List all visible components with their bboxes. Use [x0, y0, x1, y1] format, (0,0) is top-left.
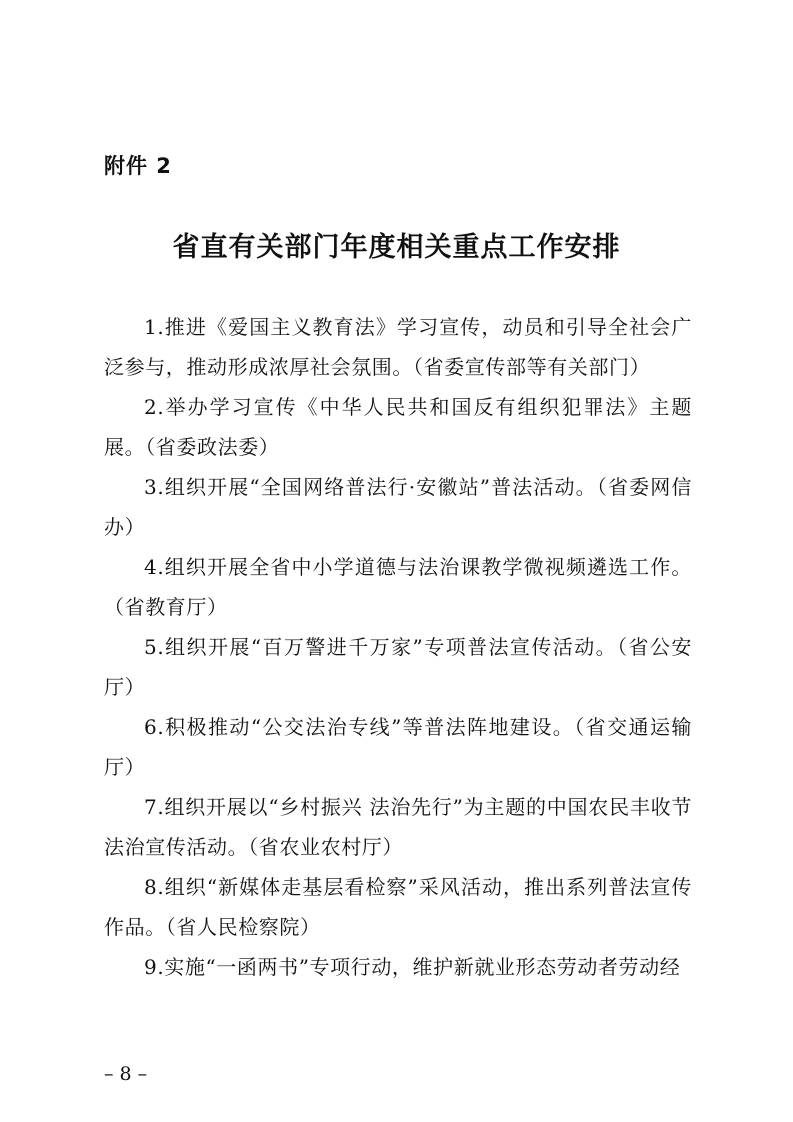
- work-item-7: 7.组织开展以“乡村振兴 法治先行”为主题的中国农民丰收节法治宣传活动。（省农业农村厅）: [104, 795, 692, 859]
- work-item-5: 5.组织开展“百万警进千万家”专项普法宣传活动。（省公安厅）: [104, 635, 692, 699]
- work-item-6: 6.积极推动“公交法治专线”等普法阵地建设。（省交通运输厅）: [104, 715, 692, 779]
- document-title: 省直有关部门年度相关重点工作安排: [172, 232, 621, 263]
- page-number: – 8 –: [104, 1063, 148, 1085]
- work-item-list: [104, 307, 692, 987]
- work-item-2: 2.举办学习宣传《中华人民共和国反有组织犯罪法》主题展。（省委政法委）: [104, 395, 692, 459]
- work-item-4: 4.组织开展全省中小学道德与法治课教学微视频遴选工作。（省教育厅）: [104, 555, 692, 619]
- work-item-1: 1.推进《爱国主义教育法》学习宣传，动员和引导全社会广泛参与，推动形成浓厚社会氛围。（省委宣传部等有关部门）: [104, 315, 692, 379]
- attachment-label: 附件 2: [104, 154, 172, 178]
- work-item-3: 3.组织开展“全国网络普法行·安徽站”普法活动。（省委网信办）: [104, 475, 692, 539]
- work-item-9: 9.实施“一函两书”专项行动，维护新就业形态劳动者劳动经: [144, 955, 681, 979]
- work-item-8: 8.组织“新媒体走基层看检察”采风活动，推出系列普法宣传作品。（省人民检察院）: [104, 875, 692, 939]
